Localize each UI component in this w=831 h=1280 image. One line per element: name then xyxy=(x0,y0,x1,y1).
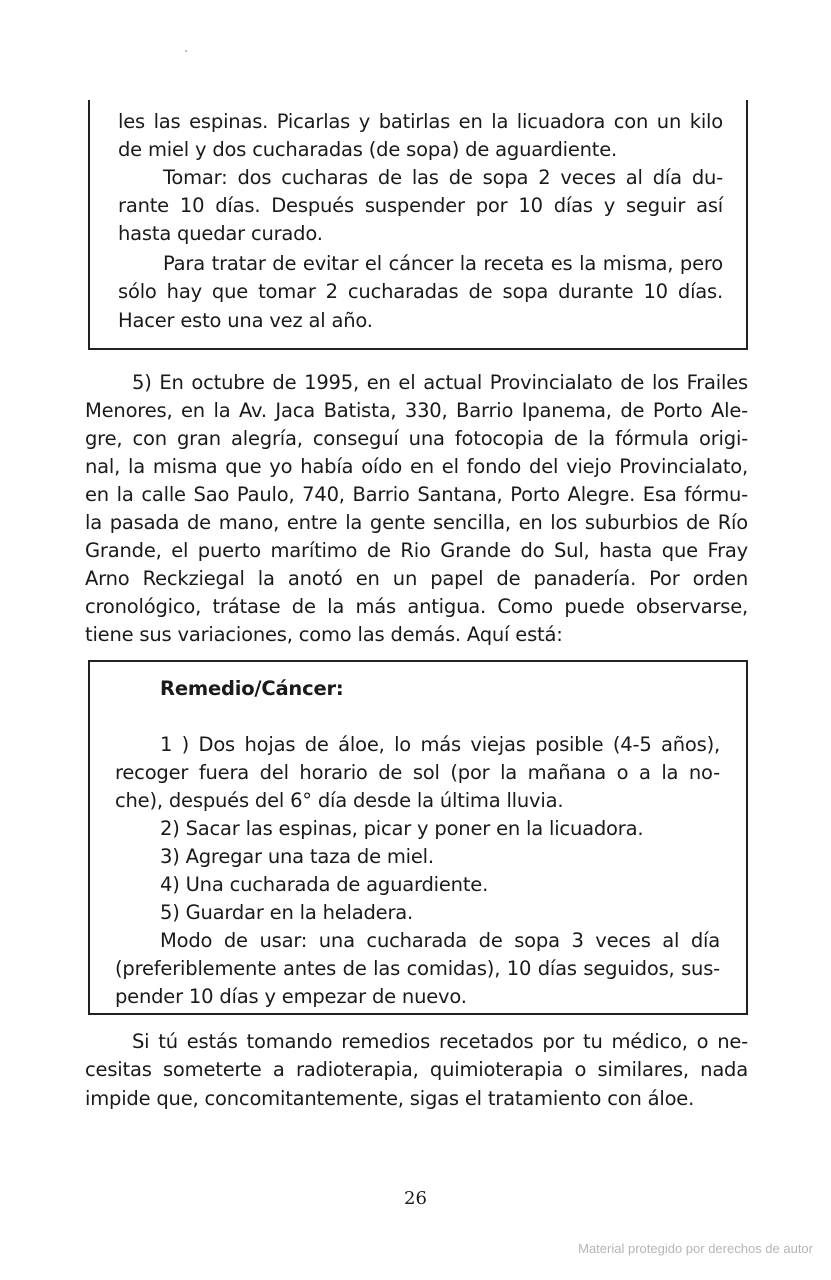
box2-line: 2) Sacar las espinas, picar y poner en la licuadora. xyxy=(160,817,644,840)
box1-line: Tomar: dos cucharas de las de sopa 2 veces al día du- xyxy=(163,166,723,189)
body-line: 5) En octubre de 1995, en el actual Provincialato de los Frailes xyxy=(132,371,748,394)
box2-line: che), después del 6° día desde la última lluvia. xyxy=(115,789,564,812)
box1-line: hasta quedar curado. xyxy=(118,222,323,245)
box2-line: 1 ) Dos hojas de áloe, lo más viejas posible (4-5 años), xyxy=(160,733,720,756)
body-line: Si tú estás tomando remedios recetados por tu médico, o ne- xyxy=(132,1030,748,1053)
box2-line: recoger fuera del horario de sol (por la mañana o a la no- xyxy=(115,761,720,784)
box2-line: 5) Guardar en la heladera. xyxy=(160,901,414,924)
body-line: cesitas someterte a radioterapia, quimioterapia o similares, nada xyxy=(85,1058,748,1081)
scan-speck xyxy=(185,50,187,52)
copyright-watermark: Material protegido por derechos de autor xyxy=(578,1241,813,1256)
body-line: nal, la misma que yo había oído en el fondo del viejo Provincialato, xyxy=(85,455,748,478)
box1-line: de miel y dos cucharadas (de sopa) de aguardiente. xyxy=(118,138,618,161)
body-line: impide que, concomitantemente, sigas el tratamiento con áloe. xyxy=(85,1087,695,1110)
box1-line: rante 10 días. Después suspender por 10 días y seguir así xyxy=(118,194,723,217)
box2-line: 4) Una cucharada de aguardiente. xyxy=(160,873,489,896)
box2-line: pender 10 días y empezar de nuevo. xyxy=(115,985,467,1008)
remedio-heading: Remedio/Cáncer: xyxy=(160,677,344,700)
box1-line: Hacer esto una vez al año. xyxy=(118,309,373,332)
box1-line: Para tratar de evitar el cáncer la receta es la misma, pero xyxy=(163,252,723,275)
body-line: Arno Reckziegal la anotó en un papel de panadería. Por orden xyxy=(85,567,748,590)
body-line: la pasada de mano, entre la gente sencilla, en los suburbios de Río xyxy=(85,511,748,534)
box1-line: sólo hay que tomar 2 cucharadas de sopa durante 10 días. xyxy=(118,280,723,303)
body-line: gre, con gran alegría, conseguí una fotocopia de la fórmula origi- xyxy=(85,427,748,450)
body-line: en la calle Sao Paulo, 740, Barrio Santana, Porto Alegre. Esa fórmu- xyxy=(85,483,748,506)
body-line: Grande, el puerto marítimo de Rio Grande do Sul, hasta que Fray xyxy=(85,539,748,562)
body-line: tiene sus variaciones, como las demás. Aquí está: xyxy=(85,623,563,646)
page-number: 26 xyxy=(404,1188,427,1209)
box1-line: les las espinas. Picarlas y batirlas en la licuadora con un kilo xyxy=(118,110,723,133)
box2-line: 3) Agregar una taza de miel. xyxy=(160,845,434,868)
body-line: Menores, en la Av. Jaca Batista, 330, Barrio Ipanema, de Porto Ale- xyxy=(85,399,748,422)
body-line: cronológico, trátase de la más antigua. Como puede observarse, xyxy=(85,595,748,618)
box2-line: (preferiblemente antes de las comidas), 10 días seguidos, sus- xyxy=(115,957,720,980)
box2-line: Modo de usar: una cucharada de sopa 3 veces al día xyxy=(160,929,720,952)
